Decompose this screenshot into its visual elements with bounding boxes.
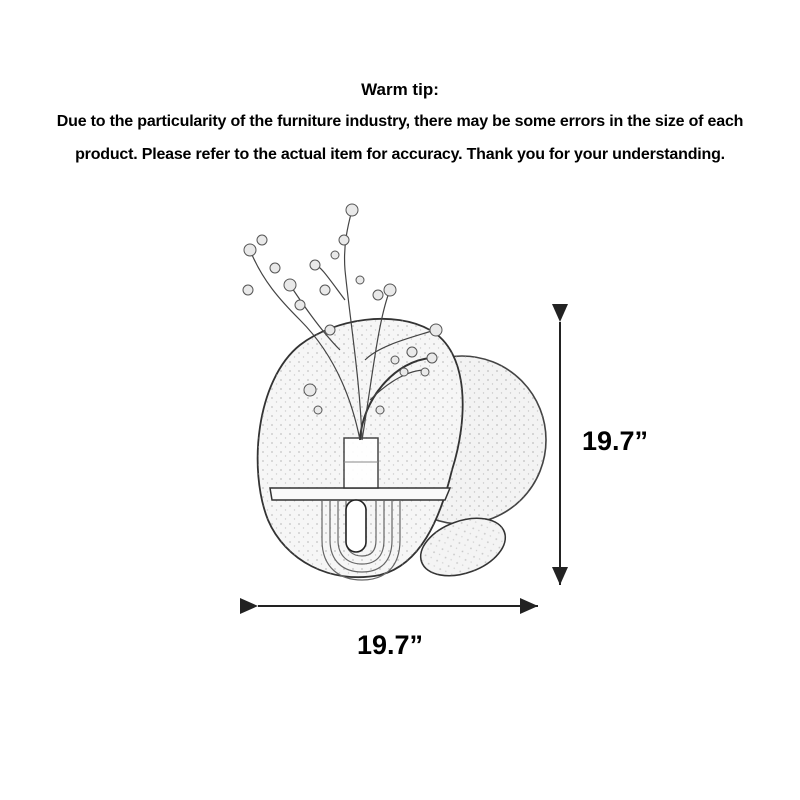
vase (344, 438, 378, 488)
height-dimension-label: 19.7” (582, 426, 649, 456)
warm-tip-line-1: Due to the particularity of the furniture industry, there may be some errors in the size of each (56, 113, 744, 130)
width-dimension-label: 19.7” (357, 630, 424, 660)
test-tube (346, 500, 366, 552)
shelf (270, 488, 450, 500)
warm-tip-title: Warm tip: (361, 80, 439, 99)
warm-tip-line-2: product. Please refer to the actual item for accuracy. Thank you for your understanding. (75, 146, 725, 163)
